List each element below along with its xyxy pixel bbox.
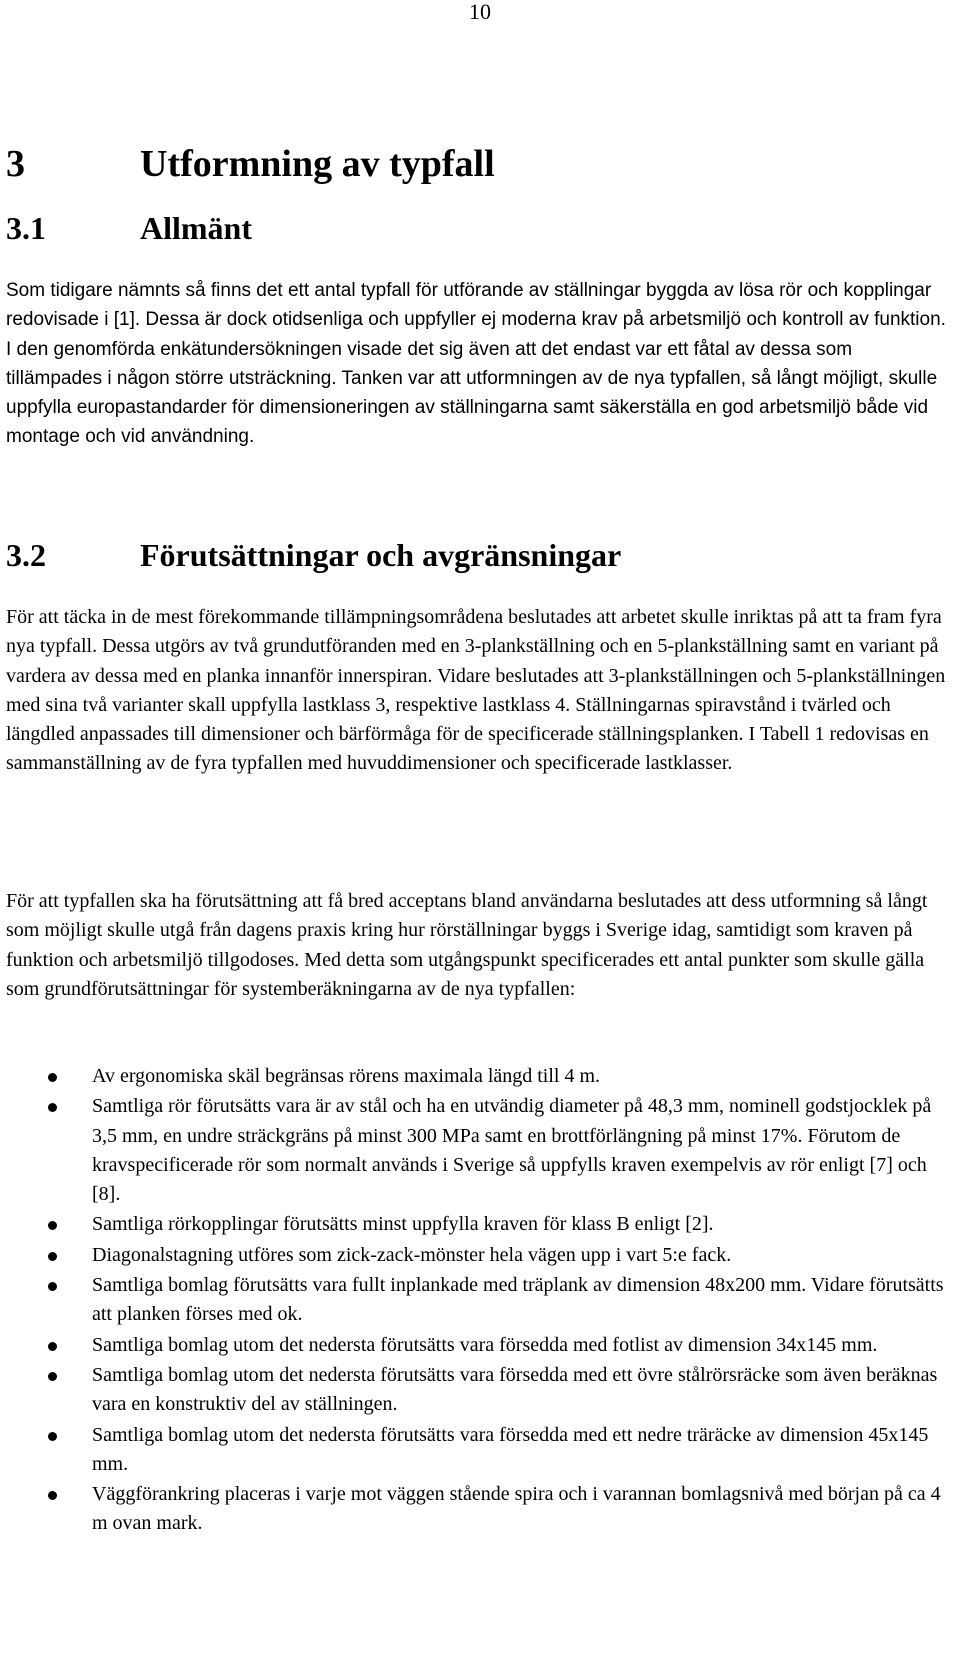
section-number: 3.2 [6, 537, 46, 573]
bullet-icon [48, 1103, 57, 1112]
bullet-icon [48, 1073, 57, 1082]
list-item-text: Samtliga rör förutsätts vara är av stål och ha en utvändig diameter på 48,3 mm, nominell godstjocklek på 3,5 mm, en undre sträckgräns på minst 300 MPa samt en brottförlängning på minst 17%. Förutom de kravspecificerade rör som normalt används i Sverige så uppfylls kraven exempelvis av rör enligt [7] och [8]. [92, 1095, 932, 1206]
bullet-icon [48, 1282, 57, 1291]
list-item-text: Samtliga bomlag utom det nedersta förutsätts vara försedda med ett nedre träräcke av dimension 45x145 mm. [92, 1423, 929, 1475]
list-item-text: Diagonalstagning utföres som zick-zack-mönster hela vägen upp i vart 5:e fack. [92, 1243, 732, 1266]
list-item-text: Av ergonomiska skäl begränsas rörens maximala längd till 4 m. [92, 1065, 601, 1087]
list-item-text: Samtliga rörkopplingar förutsätts minst uppfylla kraven för klass B enligt [2]. [92, 1213, 714, 1236]
section-title: Allmänt [140, 210, 252, 246]
list-item [0, 1480, 950, 1539]
bullet-icon [48, 1221, 57, 1230]
bullet-icon [48, 1491, 57, 1500]
list-item-text: Samtliga bomlag utom det nedersta förutsätts vara försedda med ett övre stålrörsräcke som även beräknas vara en konstruktiv del av ställningen. [92, 1363, 938, 1416]
list-item [0, 1361, 950, 1420]
section-number: 3.1 [6, 210, 46, 246]
bullet-icon [48, 1432, 57, 1441]
section-3-2-heading [6, 536, 621, 574]
list-item-text: Samtliga bomlag förutsätts vara fullt inplankade med träplank av dimension 48x200 mm. Vidare förutsätts att planken förses med ok. [92, 1274, 944, 1326]
requirements-list [0, 1062, 950, 1540]
section-3-heading [6, 142, 495, 186]
list-item [0, 1241, 950, 1270]
section-3-1-paragraph: Som tidigare nämnts så finns det ett antal typfall för utförande av ställningar byggda av lösa rör och kopplingar redovisade i [1]. Dessa är dock otidsenliga och uppfyller ej moderna krav på arbetsmiljö och kontroll av funktion. I den genomförda enkätundersökningen visade det sig även att det endast var ett fåtal av dessa som tillämpades i någon större utsträckning. Tanken var att utformningen av de nya typfallen, så långt möjligt, skulle uppfylla europastandarder för dimensioneringen av ställningarna samt säkerställa en god arbetsmiljö både vid montage och vid användning. [6, 280, 946, 448]
section-number: 3 [6, 143, 25, 185]
section-3-1-heading [6, 209, 252, 247]
list-item [0, 1062, 950, 1091]
page-number: 10 [469, 0, 491, 24]
list-item [0, 1210, 950, 1239]
bullet-icon [48, 1252, 57, 1261]
list-item [0, 1271, 950, 1330]
section-3-2-paragraph-1: För att täcka in de mest förekommande tillämpningsområdena beslutades att arbetet skulle inriktas på att ta fram fyra nya typfall. Dessa utgörs av två grundutföranden med en 3-plankställning och en 5-plankställning samt en variant på vardera av dessa med en planka innanför innerspiran. Vidare beslutades att 3-plankställningen och 5-plankställningen med sina två varianter skall uppfylla lastklass 3, respektive lastklass 4. Ställningarnas spiravstånd i tvärled och längdled anpassades till dimensioner och bärförmåga för de specificerade ställningsplanken. I Tabell 1 redovisas en sammanställning av de fyra typfallen med huvuddimensioner och specificerade lastklasser. [6, 606, 946, 775]
list-item [0, 1092, 950, 1209]
bullet-icon [48, 1342, 57, 1351]
list-item [0, 1421, 950, 1480]
section-3-2-paragraph-2: För att typfallen ska ha förutsättning att få bred acceptans bland användarna beslutades att dess utformning så långt som möjligt skulle utgå från dagens praxis kring hur rörställningar byggs i Sverige idag, samtidigt som kraven på funktion och arbetsmiljö tillgodoses. Med detta som utgångspunkt specificerades ett antal punkter som skulle gälla som grundförutsättningar för systemberäkningarna av de nya typfallen: [6, 890, 928, 1000]
section-title: Förutsättningar och avgränsningar [140, 537, 622, 573]
bullet-icon [48, 1372, 57, 1381]
list-item-text: Väggförankring placeras i varje mot väggen stående spira och i varannan bomlagsnivå med början på ca 4 m ovan mark. [92, 1483, 941, 1535]
section-title: Utformning av typfall [140, 143, 495, 185]
list-item-text: Samtliga bomlag utom det nedersta förutsätts vara försedda med fotlist av dimension 34x145 mm. [92, 1333, 878, 1356]
list-item [0, 1331, 950, 1360]
